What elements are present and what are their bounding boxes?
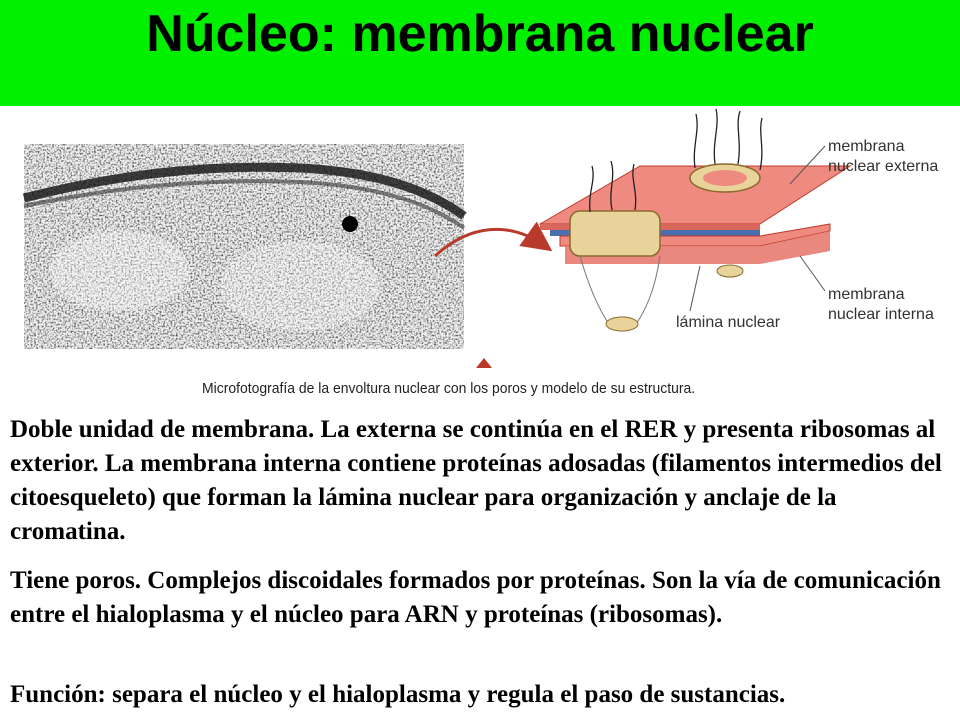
figure-caption: Microfotografía de la envoltura nuclear con los poros y modelo de su estructura. [202,380,696,397]
paragraph-pores-description: Tiene poros. Complejos discoidales formados por proteínas. Son la vía de comunicación entre el hialoplasma y el núcleo para ARN y proteínas (ribosomas). [10,567,941,628]
micrograph-image [24,144,464,349]
inner-membrane-label-2: nuclear interna [828,306,934,323]
triangle-marker [476,358,492,368]
page-title: Núcleo: membrana nuclear [146,5,814,63]
paragraph-function-description: Función: separa el núcleo y el hialoplasma y regula el paso de sustancias. [10,681,786,708]
paragraph-membrane-description: Doble unidad de membrana. La externa se continúa en el RER y presenta ribosomas al exterior. La membrana interna contiene proteínas adosadas (filamentos intermedios del citoesqueleto) que forman la lámina nuclear para organización y anclaje de la cromatina. [10,416,942,545]
membrane-model [540,109,850,331]
outer-membrane-label-2: nuclear externa [828,158,939,175]
nuclear-envelope-figure [0,106,960,406]
lamina-label: lámina nuclear [676,314,781,331]
outer-membrane-label-1: membrana [828,138,905,155]
inner-membrane-label-1: membrana [828,286,905,303]
